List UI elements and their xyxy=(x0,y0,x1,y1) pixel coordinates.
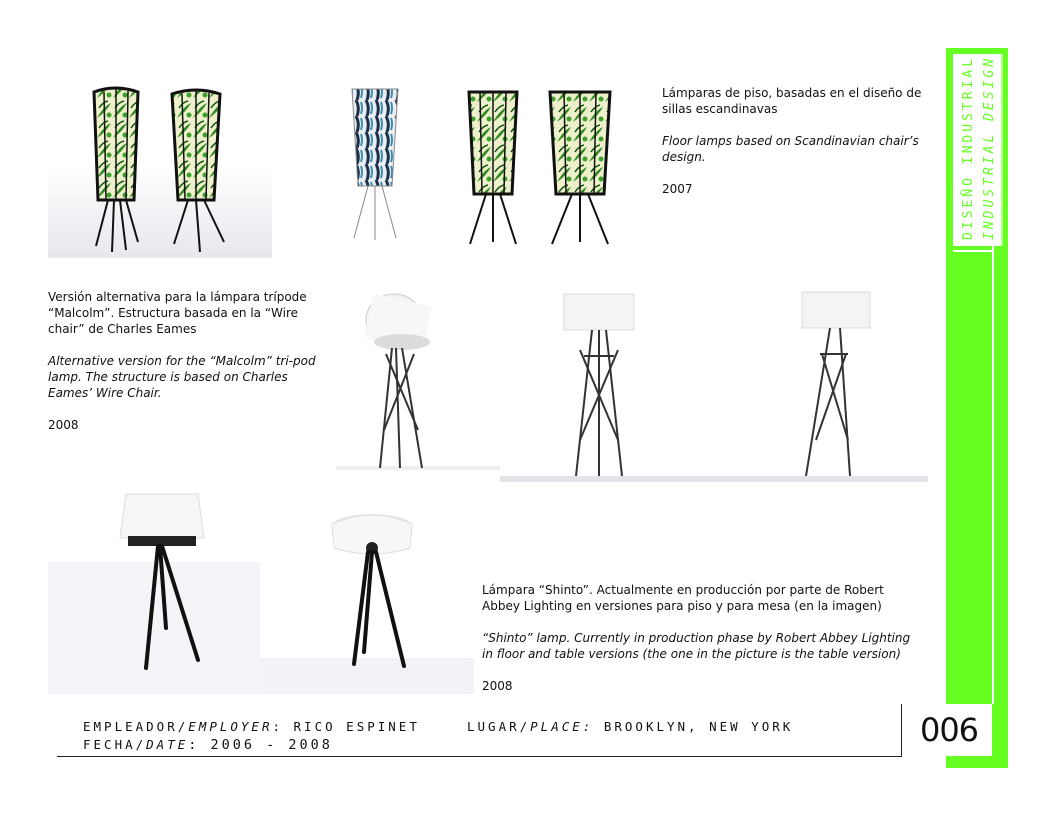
photo-wire-lamps-pair xyxy=(500,290,928,484)
sidebar-title-box xyxy=(953,54,1003,246)
date-value: : 2006 - 2008 xyxy=(188,737,333,753)
page-number: 006 xyxy=(919,711,979,749)
shinto-year: 2008 xyxy=(482,679,513,693)
employer-value: : RICO ESPINET xyxy=(272,719,420,734)
place-label-en: PLACE: xyxy=(530,719,594,734)
footer-rule-vertical xyxy=(901,704,902,757)
sidebar-divider xyxy=(953,250,992,252)
shinto-description xyxy=(482,582,922,694)
date-label-es: FECHA/ xyxy=(83,737,147,752)
shinto-text-es: Lámpara “Shinto”. Actualmente en producción por parte de Robert Abbey Lighting en versiones para piso y para mesa (en la imagen) xyxy=(482,583,884,613)
floor-lamps-title-es: Lámparas de piso, basadas en el diseño de sillas escandinavas xyxy=(662,86,922,116)
sidebar-title-es: DISEÑO INDUSTRIAL xyxy=(961,55,976,240)
photo-blue-pattern-lamp xyxy=(344,84,406,242)
employer-label-es: EMPLEADOR/ xyxy=(83,719,189,734)
malcolm-description xyxy=(48,289,320,433)
malcolm-year: 2008 xyxy=(48,418,79,432)
photo-patterned-lamps-front xyxy=(460,84,620,248)
photo-patterned-lamps-pair xyxy=(48,80,272,258)
floor-lamps-description xyxy=(662,85,924,197)
sidebar-divider xyxy=(992,246,994,704)
photo-shinto-lamp-front xyxy=(48,488,260,694)
malcolm-text-en: Alternative version for the “Malcolm” tri-pod lamp. The structure is based on Charles Eames’ Wire Chair. xyxy=(48,354,316,400)
footer-place xyxy=(467,719,793,734)
photo-shinto-lamp-angled xyxy=(260,488,474,694)
sidebar-title-en: INDUSTRIAL DESIGN xyxy=(982,55,997,240)
employer-label-en: EMPLOYER xyxy=(188,719,273,734)
floor-lamps-title-en: Floor lamps based on Scandinavian chair’s design. xyxy=(662,134,919,164)
shinto-text-en: “Shinto” lamp. Currently in production phase by Robert Abbey Lighting in floor and table versions (the one in the picture is the table version) xyxy=(482,631,911,661)
floor-lamps-year: 2007 xyxy=(662,182,693,196)
place-label-es: LUGAR/ xyxy=(467,719,531,734)
malcolm-text-es: Versión alternativa para la lámpara trípode “Malcolm”. Estructura basada en la “Wire chair” de Charles Eames xyxy=(48,290,307,336)
place-value: BROOKLYN, NEW YORK xyxy=(593,719,794,734)
footer-date xyxy=(83,737,333,753)
footer-employer xyxy=(83,719,420,734)
footer-rule xyxy=(57,756,902,757)
photo-wire-lamp-angled xyxy=(336,290,500,470)
date-label-en: DATE xyxy=(146,737,189,752)
